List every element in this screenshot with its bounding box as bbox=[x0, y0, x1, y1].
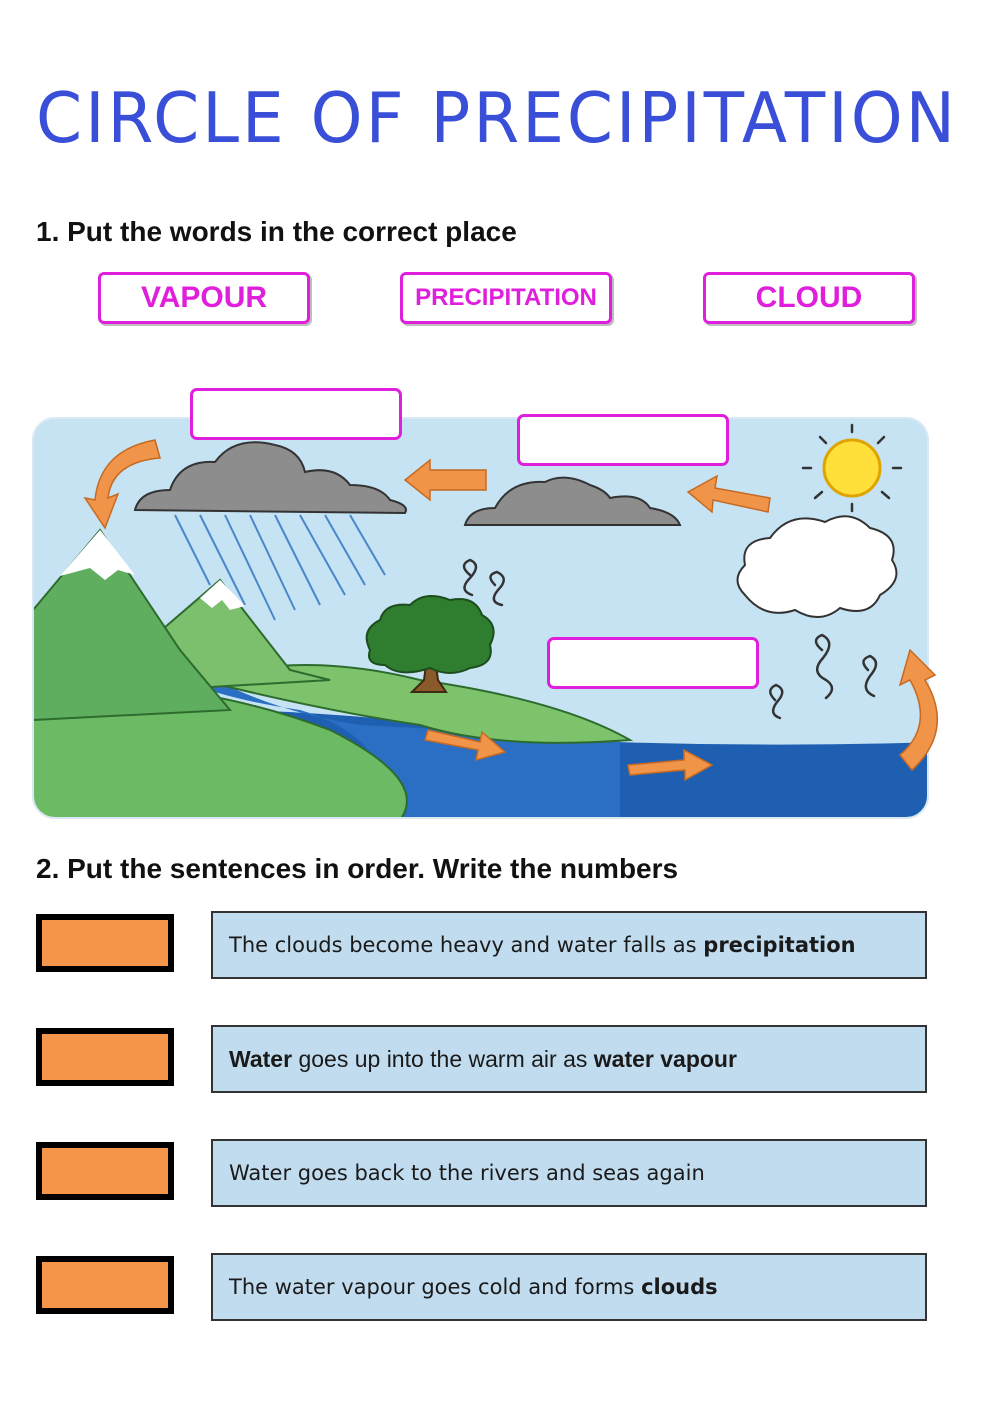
word-tile-cloud[interactable]: CLOUD bbox=[703, 272, 915, 324]
order-row-4 bbox=[36, 1253, 928, 1323]
sentence-box bbox=[211, 1025, 927, 1093]
page-title: CIRCLE OF PRECIPITATION bbox=[36, 78, 959, 159]
order-row-1 bbox=[36, 911, 928, 981]
number-input[interactable] bbox=[36, 1142, 174, 1200]
number-input[interactable] bbox=[36, 914, 174, 972]
sentence-bold: water vapour bbox=[593, 1045, 737, 1072]
word-tile-vapour[interactable]: VAPOUR bbox=[98, 272, 310, 324]
sentence-bold: precipitation bbox=[703, 933, 856, 957]
section1-heading: 1. Put the words in the correct place bbox=[36, 216, 517, 247]
number-input[interactable] bbox=[36, 1028, 174, 1086]
answer-box-steam[interactable] bbox=[547, 637, 759, 689]
sentence-text: The water vapour goes cold and forms bbox=[229, 1275, 635, 1299]
word-tile-precipitation[interactable]: PRECIPITATION bbox=[400, 272, 612, 324]
sentence-box bbox=[211, 1253, 927, 1321]
sentence-text: Water goes back to the rivers and seas again bbox=[229, 1161, 705, 1185]
answer-box-grey-cloud[interactable] bbox=[517, 414, 729, 466]
sentence-bold: clouds bbox=[641, 1275, 718, 1299]
sentence-bold-lead: Water bbox=[229, 1045, 293, 1072]
section2-heading: 2. Put the sentences in order. Write the numbers bbox=[36, 853, 679, 884]
sentence-box bbox=[211, 911, 927, 979]
sentence-text: goes up into the warm air as bbox=[292, 1045, 594, 1072]
sentence-text: The clouds become heavy and water falls as bbox=[229, 933, 697, 957]
order-row-2 bbox=[36, 1025, 928, 1095]
sentence-box bbox=[211, 1139, 927, 1207]
water-cycle-illustration bbox=[0, 380, 1000, 830]
number-input[interactable] bbox=[36, 1256, 174, 1314]
answer-box-rain-cloud[interactable] bbox=[190, 388, 402, 440]
order-row-3 bbox=[36, 1139, 928, 1209]
